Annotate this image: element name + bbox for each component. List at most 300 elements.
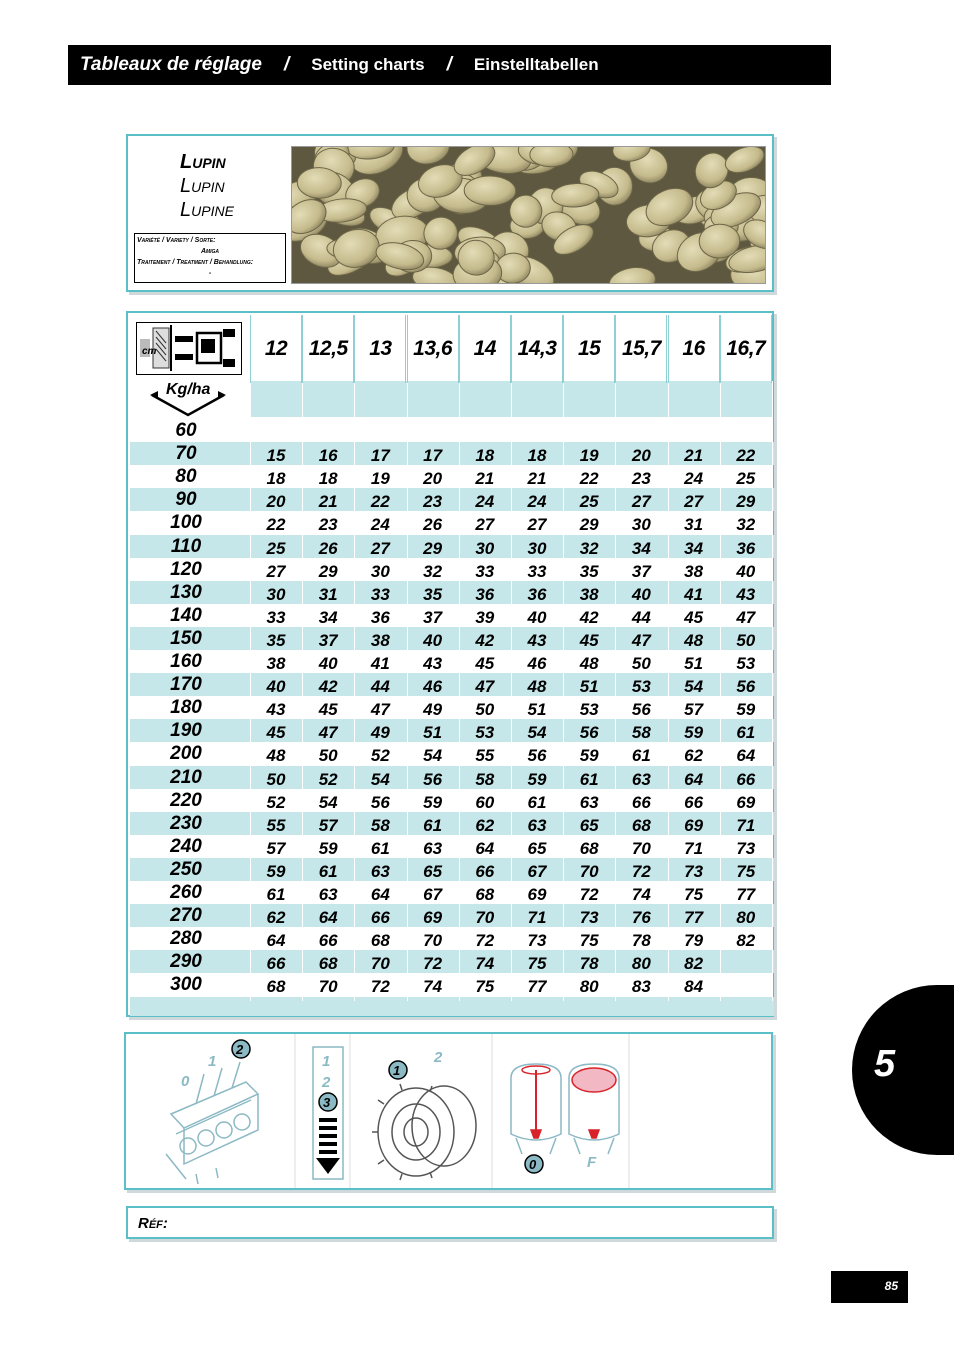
table-cell: 66 xyxy=(318,931,338,951)
table-cell: 68 xyxy=(475,885,495,904)
table-cell: 56 xyxy=(736,677,756,697)
table-cell: 74 xyxy=(475,954,495,974)
table-cell: 53 xyxy=(579,700,599,720)
table-cell: 33 xyxy=(527,561,547,581)
table-cell: 42 xyxy=(475,630,495,650)
reference-panel xyxy=(126,1206,774,1239)
table-cell: 42 xyxy=(579,607,599,627)
settings-illustrations xyxy=(126,1034,771,1188)
table-cell: 45 xyxy=(579,630,599,650)
table-cell: 17 xyxy=(370,446,390,466)
table-cell: 57 xyxy=(684,700,704,720)
table-cell: 72 xyxy=(579,885,599,904)
table-cell: 63 xyxy=(318,885,338,904)
table-cell: 56 xyxy=(631,700,651,720)
table-cell: 36 xyxy=(370,607,390,627)
seed-rate-label: 60 xyxy=(175,420,197,441)
table-cell: 69 xyxy=(736,792,756,812)
table-cell: 64 xyxy=(684,769,704,789)
table-cell: 63 xyxy=(423,838,443,858)
table-cell: 61 xyxy=(370,838,390,858)
table-cell: 25 xyxy=(736,469,756,489)
crop-names xyxy=(180,150,234,222)
table-cell: 41 xyxy=(684,584,704,604)
table-cell: 62 xyxy=(475,815,495,835)
table-cell: 31 xyxy=(684,515,704,535)
table-cell: 26 xyxy=(318,538,338,558)
column-header: 16,7 xyxy=(720,315,772,383)
table-cell: 75 xyxy=(579,931,599,951)
table-cell: 49 xyxy=(423,700,443,720)
table-cell: 50 xyxy=(736,630,756,650)
table-cell: 66 xyxy=(370,908,390,928)
table-cell: 84 xyxy=(684,977,704,997)
table-cell: 55 xyxy=(475,746,495,766)
table-cell: 65 xyxy=(423,861,443,881)
section-tab xyxy=(852,985,954,1155)
tractor-cm-icon xyxy=(137,323,240,373)
table-cell: 59 xyxy=(579,746,599,766)
table-cell: 40 xyxy=(527,607,547,627)
table-cell: 25 xyxy=(579,492,599,512)
table-cell: 59 xyxy=(423,792,443,812)
seed-rate-label: 140 xyxy=(170,604,202,626)
table-cell: 64 xyxy=(266,931,286,951)
seed-rate-label: 240 xyxy=(170,835,202,857)
gear-step-2: 2 xyxy=(322,1074,331,1091)
table-cell: 76 xyxy=(631,908,651,928)
table-cell: 72 xyxy=(423,954,443,974)
table-cell: 55 xyxy=(266,815,286,835)
seed-rate-label: 110 xyxy=(170,535,202,557)
column-header: 16 xyxy=(668,315,720,383)
table-cell: 66 xyxy=(684,792,704,812)
table-cell: 52 xyxy=(370,746,390,766)
seed-rate-label: 260 xyxy=(170,882,202,903)
seed-rate-label: 70 xyxy=(175,443,197,465)
table-cell: 52 xyxy=(318,769,338,789)
seed-rate-label: 270 xyxy=(170,905,202,927)
title-separator-2: / xyxy=(446,54,452,75)
table-cell: 70 xyxy=(631,838,651,858)
table-cell: 59 xyxy=(527,769,547,789)
seed-rate-label: 220 xyxy=(170,789,202,811)
table-cell: 38 xyxy=(266,654,286,673)
crop-name-de: Lupine xyxy=(180,199,234,221)
table-cell: 47 xyxy=(475,677,495,697)
table-cell: 68 xyxy=(370,931,390,951)
table-cell: 43 xyxy=(266,700,286,720)
table-cell: 43 xyxy=(423,654,443,673)
table-cell: 78 xyxy=(631,931,651,951)
table-cell: 36 xyxy=(736,538,756,558)
table-cell: 63 xyxy=(579,792,599,812)
column-header: 14 xyxy=(459,315,511,383)
table-cell: 44 xyxy=(631,607,651,627)
settings-icons-panel xyxy=(124,1032,773,1190)
crop-name-en: Lupin xyxy=(180,175,225,197)
variety-label: Variété / Variety / Sorte: xyxy=(137,237,216,244)
table-cell: 26 xyxy=(423,515,443,535)
table-cell: 40 xyxy=(318,654,338,673)
lever-pos-2-selected: 2 xyxy=(236,1042,244,1057)
treatment-value: - xyxy=(208,270,212,277)
seed-rate-label: 200 xyxy=(170,743,202,765)
table-cell: 35 xyxy=(266,630,286,650)
table-cell: 38 xyxy=(579,584,599,604)
table-cell: 75 xyxy=(684,885,704,904)
table-cell: 54 xyxy=(318,792,338,812)
seed-rate-label: 230 xyxy=(170,812,202,834)
table-cell: 36 xyxy=(527,584,547,604)
gear-step-1: 1 xyxy=(322,1053,331,1070)
table-cell: 65 xyxy=(527,838,547,858)
row-tint xyxy=(130,997,774,1016)
seed-photo xyxy=(291,146,766,284)
table-cell: 18 xyxy=(266,469,286,489)
table-cell: 80 xyxy=(736,908,756,928)
table-cell: 48 xyxy=(684,630,704,650)
table-cell: 63 xyxy=(527,815,547,835)
table-cell: 63 xyxy=(370,861,390,881)
table-cell: 70 xyxy=(475,908,495,928)
table-cell: 73 xyxy=(736,838,756,858)
variety-value: Amiga xyxy=(200,248,220,255)
table-cell: 82 xyxy=(736,931,756,951)
table-cell: 16 xyxy=(318,446,338,466)
table-cell: 50 xyxy=(318,746,338,766)
table-cell: 35 xyxy=(579,561,599,581)
table-cell: 23 xyxy=(318,515,338,535)
table-cell: 43 xyxy=(736,584,756,604)
table-cell: 15 xyxy=(266,446,286,466)
table-cell: 30 xyxy=(631,515,651,535)
column-header: 12 xyxy=(250,315,302,383)
table-cell: 74 xyxy=(631,885,651,904)
table-cell: 80 xyxy=(631,954,651,974)
table-cell: 27 xyxy=(527,515,547,535)
seed-rate-label: 190 xyxy=(170,720,202,742)
table-cell: 63 xyxy=(631,769,651,789)
table-cell: 36 xyxy=(475,584,495,604)
table-cell: 21 xyxy=(318,492,338,512)
table-cell: 70 xyxy=(370,954,390,974)
table-cell: 50 xyxy=(266,769,286,789)
table-cell: 57 xyxy=(266,838,286,858)
table-cell: 69 xyxy=(684,815,704,835)
table-cell: 33 xyxy=(370,584,390,604)
table-cell: 32 xyxy=(423,561,443,581)
table-cell: 72 xyxy=(475,931,495,951)
column-header: 15 xyxy=(563,315,615,383)
table-cell: 47 xyxy=(736,607,756,627)
table-cell: 47 xyxy=(631,630,651,650)
flap-option-f: F xyxy=(587,1154,597,1171)
table-cell: 34 xyxy=(631,538,651,558)
table-cell: 24 xyxy=(684,469,704,489)
table-cell: 33 xyxy=(475,561,495,581)
table-cell: 71 xyxy=(527,908,547,928)
title-separator-1: / xyxy=(283,54,290,75)
table-cell: 41 xyxy=(370,654,390,673)
table-cell: 34 xyxy=(318,607,338,627)
title-en: Setting charts xyxy=(311,55,425,74)
table-cell: 18 xyxy=(527,446,547,466)
table-cell: 61 xyxy=(266,885,286,904)
table-cell: 68 xyxy=(266,977,286,997)
seed-rate-label: 130 xyxy=(170,581,202,603)
column-header: 12,5 xyxy=(302,315,354,383)
table-cell: 80 xyxy=(579,977,599,997)
seed-rate-label: 290 xyxy=(170,951,202,973)
table-cell: 74 xyxy=(423,977,443,997)
table-cell: 51 xyxy=(579,677,599,697)
title-fr: Tableaux de réglage xyxy=(80,54,262,75)
table-cell: 27 xyxy=(475,515,495,535)
table-cell: 68 xyxy=(631,815,651,835)
table-cell: 56 xyxy=(579,723,599,743)
table-cell: 54 xyxy=(527,723,547,743)
table-cell: 22 xyxy=(266,515,286,535)
table-cell: 50 xyxy=(475,700,495,720)
table-cell: 45 xyxy=(318,700,338,720)
table-cell: 17 xyxy=(423,446,443,466)
table-cell: 30 xyxy=(475,538,495,558)
table-cell: 70 xyxy=(318,977,338,997)
table-cell: 22 xyxy=(579,469,599,489)
title-de: Einstelltabellen xyxy=(473,55,599,74)
table-cell: 66 xyxy=(736,769,756,789)
table-cell: 48 xyxy=(579,654,599,673)
table-cell: 61 xyxy=(736,723,756,743)
table-cell: 30 xyxy=(527,538,547,558)
rate-unit-label xyxy=(166,381,210,399)
table-cell: 61 xyxy=(527,792,547,812)
table-cell: 30 xyxy=(266,584,286,604)
table-cell: 83 xyxy=(631,977,651,997)
table-cell: 43 xyxy=(527,630,547,650)
table-cell: 30 xyxy=(370,561,390,581)
metering-lever-icon xyxy=(166,1062,258,1184)
table-cell: 21 xyxy=(527,469,547,489)
table-cell: 19 xyxy=(370,469,390,489)
table-cell: 56 xyxy=(370,792,390,812)
table-cell: 77 xyxy=(684,908,704,928)
table-cell: 44 xyxy=(370,677,390,697)
table-cell: 58 xyxy=(631,723,651,743)
table-cell: 61 xyxy=(423,815,443,835)
table-cell: 24 xyxy=(475,492,495,512)
flap-icon xyxy=(511,1064,619,1154)
table-cell: 69 xyxy=(527,885,547,904)
column-header: 13,6 xyxy=(407,315,459,383)
table-cell: 66 xyxy=(475,861,495,881)
table-cell: 33 xyxy=(266,607,286,627)
table-cell: 54 xyxy=(423,746,443,766)
table-cell: 40 xyxy=(631,584,651,604)
table-cell: 20 xyxy=(423,469,443,489)
table-cell: 71 xyxy=(736,815,756,835)
table-cell: 73 xyxy=(684,861,704,881)
table-cell: 40 xyxy=(736,561,756,581)
table-cell: 35 xyxy=(423,584,443,604)
table-cell: 64 xyxy=(370,885,390,904)
table-cell: 34 xyxy=(684,538,704,558)
table-cell: 51 xyxy=(684,654,704,673)
table-cell: 48 xyxy=(527,677,547,697)
seed-rate-label: 180 xyxy=(170,697,202,719)
gear-steps-icon xyxy=(313,1047,343,1179)
column-header: 14,3 xyxy=(511,315,563,383)
table-cell: 75 xyxy=(527,954,547,974)
table-cell: 61 xyxy=(631,746,651,766)
table-cell: 64 xyxy=(475,838,495,858)
table-cell: 27 xyxy=(684,492,704,512)
column-divider xyxy=(772,381,773,1001)
seed-rate-label: 120 xyxy=(170,558,202,580)
table-cell: 29 xyxy=(423,538,443,558)
table-cell: 54 xyxy=(684,677,704,697)
drive-wheel-icon xyxy=(372,1084,476,1180)
table-cell: 29 xyxy=(318,561,338,581)
table-cell: 82 xyxy=(684,954,704,974)
table-cell: 37 xyxy=(631,561,651,581)
table-cell: 61 xyxy=(318,861,338,881)
seed-rate-label: 100 xyxy=(170,512,202,534)
page-number: 85 xyxy=(831,1271,908,1303)
table-cell: 27 xyxy=(266,561,286,581)
table-cell: 62 xyxy=(684,746,704,766)
table-cell: 40 xyxy=(423,630,443,650)
table-cell: 51 xyxy=(423,723,443,743)
table-cell: 27 xyxy=(370,538,390,558)
table-cell: 70 xyxy=(423,931,443,951)
table-cell: 58 xyxy=(370,815,390,835)
crop-info-panel xyxy=(126,134,774,292)
gear-step-3-selected: 3 xyxy=(323,1095,331,1110)
seed-rate-label: 170 xyxy=(170,674,202,696)
table-cell: 75 xyxy=(475,977,495,997)
table-cell: 23 xyxy=(423,492,443,512)
table-cell: 29 xyxy=(579,515,599,535)
table-cell: 46 xyxy=(527,654,547,673)
seed-rate-label: 80 xyxy=(175,466,197,488)
lever-pos-1: 1 xyxy=(208,1053,217,1070)
treatment-label: Traitement / Treatment / Behandlung: xyxy=(137,259,254,266)
seed-rate-label: 90 xyxy=(175,489,197,511)
rate-unit-text: Kg/ha xyxy=(166,381,211,398)
table-cell: 50 xyxy=(631,654,651,673)
table-cell: 45 xyxy=(475,654,495,673)
table-cell: 61 xyxy=(579,769,599,789)
table-cell: 77 xyxy=(736,885,756,904)
wheel-option-1-selected: 1 xyxy=(393,1063,401,1078)
table-cell: 59 xyxy=(318,838,338,858)
table-cell: 51 xyxy=(527,700,547,720)
page-header xyxy=(68,45,831,85)
table-cell: 29 xyxy=(736,492,756,512)
column-header: 13 xyxy=(354,315,406,383)
table-cell: 73 xyxy=(579,908,599,928)
table-cell: 70 xyxy=(579,861,599,881)
table-cell: 49 xyxy=(370,723,390,743)
table-cell: 56 xyxy=(423,769,443,789)
table-cell: 37 xyxy=(423,607,443,627)
table-cell: 60 xyxy=(475,792,495,812)
seed-rate-label: 250 xyxy=(170,858,202,880)
table-cell: 38 xyxy=(684,561,704,581)
table-cell: 24 xyxy=(370,515,390,535)
table-cell: 65 xyxy=(579,815,599,835)
table-cell: 42 xyxy=(318,677,338,697)
table-cell: 39 xyxy=(475,607,495,627)
table-cell: 54 xyxy=(370,769,390,789)
setting-chart-table xyxy=(126,311,774,1017)
table-cell: 20 xyxy=(631,446,651,466)
table-cell: 59 xyxy=(736,700,756,720)
seed-rate-label: 210 xyxy=(170,766,202,788)
table-cell: 75 xyxy=(736,861,756,881)
table-cell: 37 xyxy=(318,630,338,650)
table-cell: 45 xyxy=(266,723,286,743)
table-cell: 47 xyxy=(318,723,338,743)
table-cell: 31 xyxy=(318,584,338,604)
table-cell: 32 xyxy=(736,515,756,535)
table-cell: 69 xyxy=(423,908,443,928)
table-cell: 46 xyxy=(423,677,443,697)
table-cell: 77 xyxy=(527,977,547,997)
column-header: 15,7 xyxy=(615,315,667,383)
cm-unit-label: cm xyxy=(142,346,157,357)
table-cell: 19 xyxy=(579,446,599,466)
seed-rate-label: 160 xyxy=(170,651,202,672)
table-cell: 24 xyxy=(527,492,547,512)
table-cell: 21 xyxy=(684,446,704,466)
table-cell: 68 xyxy=(318,954,338,974)
table-cell: 48 xyxy=(266,746,286,766)
table-cell: 21 xyxy=(475,469,495,489)
section-number: 5 xyxy=(874,1043,896,1085)
variety-box xyxy=(134,233,286,283)
table-cell: 57 xyxy=(318,815,338,835)
table-cell: 64 xyxy=(318,908,338,928)
table-cell: 22 xyxy=(736,446,756,466)
table-cell: 78 xyxy=(579,954,599,974)
wheel-option-2: 2 xyxy=(434,1049,443,1066)
lever-pos-0: 0 xyxy=(181,1073,190,1090)
flap-option-0-selected: 0 xyxy=(529,1157,537,1172)
table-cell: 79 xyxy=(684,931,704,951)
table-cell: 53 xyxy=(631,677,651,697)
table-cell: 18 xyxy=(318,469,338,489)
table-cell: 66 xyxy=(631,792,651,812)
table-cell: 40 xyxy=(266,677,286,697)
table-cell: 22 xyxy=(370,492,390,512)
table-cell: 25 xyxy=(266,538,286,558)
table-cell: 53 xyxy=(736,654,756,673)
table-cell: 67 xyxy=(527,861,547,881)
table-cell: 59 xyxy=(684,723,704,743)
crop-name-fr: Lupin xyxy=(180,151,226,173)
table-cell: 52 xyxy=(266,792,286,812)
table-cell: 66 xyxy=(266,954,286,974)
table-cell: 53 xyxy=(475,723,495,743)
table-cell: 71 xyxy=(684,838,704,858)
table-cell: 38 xyxy=(370,630,390,650)
table-cell: 73 xyxy=(527,931,547,951)
table-cell: 68 xyxy=(579,838,599,858)
seed-rate-label: 280 xyxy=(170,928,202,950)
